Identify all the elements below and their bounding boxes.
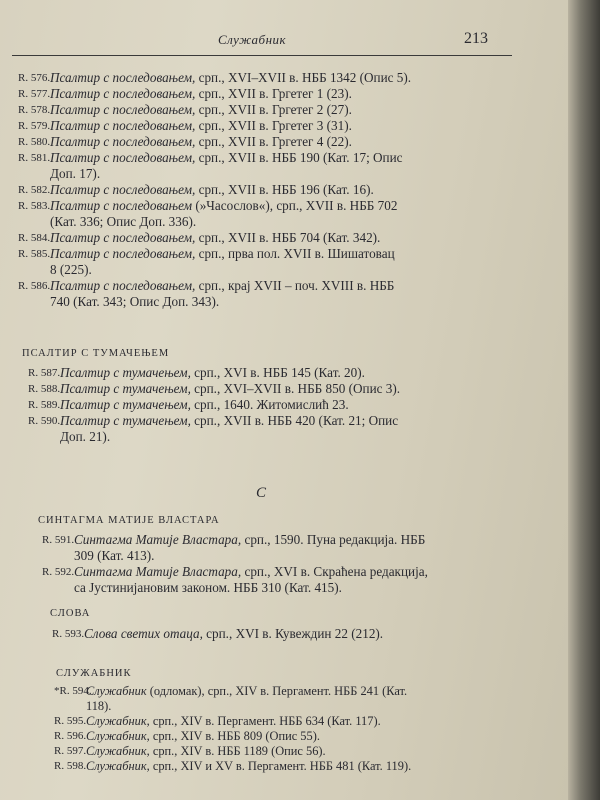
entry-title: Псалтир с последовањем, bbox=[50, 118, 196, 133]
entry-title: Псалтир с последовањем, bbox=[50, 182, 196, 197]
catalog-entry bbox=[28, 413, 508, 445]
entry-details: срп., XVII в. НББ 196 (Кат. 16). bbox=[198, 182, 374, 197]
catalog-entry bbox=[18, 230, 518, 246]
entry-title: Синтагма Матије Властара, bbox=[74, 532, 242, 547]
entry-number: R. 591. bbox=[42, 534, 75, 546]
entry-details: срп., XVI в. НББ 145 (Кат. 20). bbox=[194, 365, 365, 380]
entry-details: срп., XIV в. НББ 1189 (Опис 56). bbox=[152, 744, 326, 758]
section-heading-psalter-commentary: ПСАЛТИР С ТУМАЧЕЊЕМ bbox=[22, 348, 170, 359]
entry-details: срп., XIV в. НББ 809 (Опис 55). bbox=[152, 729, 320, 743]
entry-title: Служабник, bbox=[86, 714, 150, 728]
entry-details: срп., прва пол. XVII в. Шишатовац bbox=[198, 246, 395, 261]
entry-title: Служабник bbox=[86, 684, 147, 698]
entry-details: срп., XVII в. Гргетег 1 (23). bbox=[198, 86, 352, 101]
catalog-entry bbox=[54, 729, 504, 744]
entry-details: срп., XVII в. Гргетег 2 (27). bbox=[198, 102, 352, 117]
entry-details: срп., XVII в. НББ 190 (Кат. 17; Опис bbox=[198, 150, 403, 165]
entry-number: *R. 594. bbox=[54, 685, 92, 697]
entry-continuation: Доп. 17). bbox=[50, 166, 101, 181]
section-heading-slova: СЛОВА bbox=[50, 608, 91, 619]
entry-details: срп., XVI–XVII в. НББ 1342 (Опис 5). bbox=[198, 70, 412, 85]
entry-title: Служабник, bbox=[86, 744, 150, 758]
entry-title: Псалтир с последовањем bbox=[50, 198, 193, 213]
entry-number: R. 588. bbox=[28, 383, 61, 395]
entries-psalter-with-sequence bbox=[18, 70, 518, 310]
entry-title: Псалтир с последовањем, bbox=[50, 134, 196, 149]
entry-continuation: 8 (225). bbox=[50, 262, 92, 277]
entry-continuation: (Кат. 336; Опис Доп. 336). bbox=[50, 214, 197, 229]
entry-title: Псалтир с последовањем, bbox=[50, 230, 196, 245]
entry-continuation: са Јустинијановим законом. НББ 310 (Кат. 415). bbox=[74, 580, 342, 595]
entry-number: R. 579. bbox=[18, 120, 51, 132]
catalog-entry bbox=[18, 70, 518, 86]
letter-heading: С bbox=[256, 485, 267, 501]
catalog-entry bbox=[42, 564, 502, 596]
entry-number: R. 583. bbox=[18, 200, 51, 212]
entry-details: (одломак), срп., XIV в. Пергамент. НББ 241 (Кат. bbox=[149, 684, 408, 698]
entry-title: Синтагма Матије Властара, bbox=[74, 564, 242, 579]
catalog-entry bbox=[18, 182, 518, 198]
entry-number: R. 596. bbox=[54, 730, 87, 742]
entry-number: R. 581. bbox=[18, 152, 51, 164]
entry-number: R. 598. bbox=[54, 760, 87, 772]
catalog-entry bbox=[18, 118, 518, 134]
entry-continuation: 740 (Кат. 343; Опис Доп. 343). bbox=[50, 294, 220, 309]
catalog-entry bbox=[18, 150, 518, 182]
entry-title: Служабник, bbox=[86, 759, 150, 773]
catalog-entry bbox=[18, 134, 518, 150]
entry-title: Псалтир с тумачењем, bbox=[60, 413, 191, 428]
entry-number: R. 597. bbox=[54, 745, 87, 757]
catalog-entry bbox=[52, 626, 502, 642]
section-heading-sluzhabnik: СЛУЖАБНИК bbox=[56, 668, 132, 679]
entry-number: R. 587. bbox=[28, 367, 61, 379]
entry-details: срп., XVI в. Кувеждин 22 (212). bbox=[206, 626, 384, 641]
catalog-entry bbox=[18, 86, 518, 102]
entry-title: Псалтир с последовањем, bbox=[50, 86, 196, 101]
entry-number: R. 580. bbox=[18, 136, 51, 148]
entry-details: (»Часослов«), срп., XVII в. НББ 702 bbox=[195, 198, 398, 213]
entry-details: срп., XIV в. Пергамент. НББ 634 (Кат. 117). bbox=[152, 714, 381, 728]
entry-continuation: Доп. 21). bbox=[60, 429, 111, 444]
entry-number: R. 577. bbox=[18, 88, 51, 100]
catalog-entry bbox=[18, 198, 518, 230]
page-header bbox=[12, 30, 508, 52]
catalog-entry bbox=[42, 532, 502, 564]
header-rule bbox=[12, 55, 512, 56]
catalog-entry bbox=[54, 714, 504, 729]
catalog-entry bbox=[18, 246, 518, 278]
entry-number: R. 582. bbox=[18, 184, 51, 196]
entry-details: срп., XVII в. НББ 420 (Кат. 21; Опис bbox=[194, 413, 399, 428]
section-heading-syntagma: СИНТАГМА МАТИЈЕ ВЛАСТАРА bbox=[38, 515, 220, 526]
entry-number: R. 586. bbox=[18, 280, 51, 292]
entry-number: R. 576. bbox=[18, 72, 51, 84]
entry-title: Служабник, bbox=[86, 729, 150, 743]
entry-details: срп., крај XVII – поч. XVIII в. НББ bbox=[198, 278, 395, 293]
entry-number: R. 584. bbox=[18, 232, 51, 244]
entry-number: R. 590. bbox=[28, 415, 61, 427]
catalog-entry bbox=[54, 759, 504, 774]
catalog-entry bbox=[18, 102, 518, 118]
catalog-entry bbox=[54, 744, 504, 759]
catalog-entry bbox=[28, 397, 508, 413]
entry-number: R. 592. bbox=[42, 566, 75, 578]
entry-number: R. 589. bbox=[28, 399, 61, 411]
entry-title: Псалтир с последовањем, bbox=[50, 246, 196, 261]
entries-slova bbox=[52, 626, 502, 642]
entry-details: срп., 1640. Житомислић 23. bbox=[194, 397, 349, 412]
entry-details: срп., XVI в. Скраћена редакција, bbox=[244, 564, 428, 579]
entry-number: R. 585. bbox=[18, 248, 51, 260]
entry-title: Псалтир с последовањем, bbox=[50, 150, 196, 165]
entry-details: срп., XVI–XVII в. НББ 850 (Опис 3). bbox=[194, 381, 401, 396]
running-head: Служабник bbox=[218, 32, 287, 47]
entry-details: срп., XVII в. НББ 704 (Кат. 342). bbox=[198, 230, 381, 245]
entry-title: Слова светих отаца, bbox=[84, 626, 203, 641]
entry-details: срп., 1590. Пуна редакција. НББ bbox=[244, 532, 426, 547]
book-edge bbox=[568, 0, 600, 800]
entry-continuation: 118). bbox=[86, 699, 112, 713]
entries-psalter-commentary bbox=[28, 365, 508, 445]
entry-details: срп., XIV и XV в. Пергамент. НББ 481 (Кат. 119). bbox=[152, 759, 412, 773]
page-number: 213 bbox=[464, 30, 488, 47]
entry-number: R. 593. bbox=[52, 628, 85, 640]
entry-title: Псалтир с последовањем, bbox=[50, 102, 196, 117]
catalog-entry bbox=[28, 381, 508, 397]
catalog-entry bbox=[54, 684, 504, 714]
entry-title: Псалтир с тумачењем, bbox=[60, 365, 191, 380]
entry-details: срп., XVII в. Гргетег 3 (31). bbox=[198, 118, 352, 133]
entries-sluzhabnik bbox=[54, 684, 504, 774]
entry-title: Псалтир с тумачењем, bbox=[60, 381, 191, 396]
entry-continuation: 309 (Кат. 413). bbox=[74, 548, 155, 563]
entry-title: Псалтир с последовањем, bbox=[50, 70, 196, 85]
entries-syntagma bbox=[42, 532, 502, 596]
entry-details: срп., XVII в. Гргетег 4 (22). bbox=[198, 134, 352, 149]
entry-title: Псалтир с тумачењем, bbox=[60, 397, 191, 412]
entry-number: R. 595. bbox=[54, 715, 87, 727]
entry-title: Псалтир с последовањем, bbox=[50, 278, 196, 293]
catalog-entry bbox=[28, 365, 508, 381]
entry-number: R. 578. bbox=[18, 104, 51, 116]
catalog-entry bbox=[18, 278, 518, 310]
